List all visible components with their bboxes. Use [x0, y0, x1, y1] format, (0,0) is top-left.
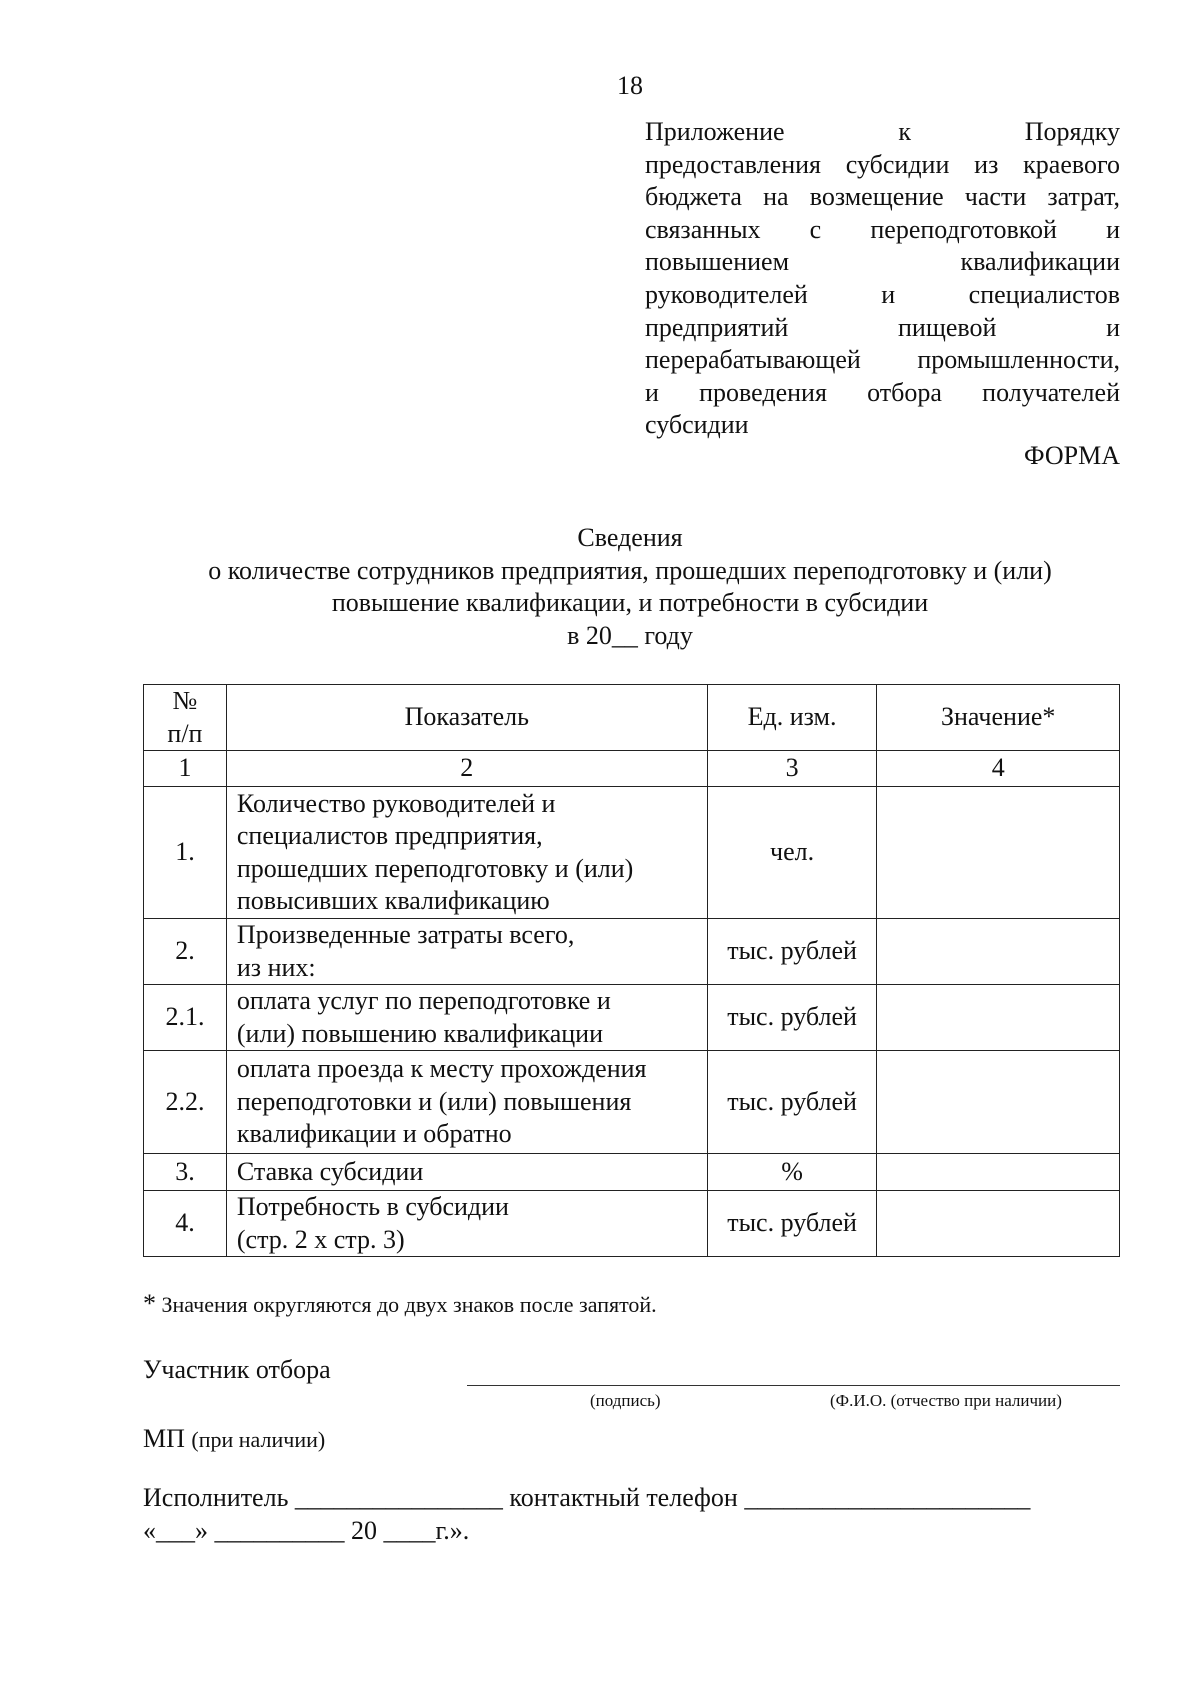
title-line: повышение квалификации, и потребности в субсидии: [331, 588, 929, 617]
column-number: 4: [877, 751, 1120, 787]
appendix-line: и проведения отбора получателей: [645, 377, 1120, 407]
indicator-line: квалификации и обратно: [236, 1119, 512, 1149]
row-num: 2.: [144, 919, 227, 985]
row-unit: тыс. рублей: [707, 1051, 877, 1154]
stamp-abbrev: МП: [143, 1424, 185, 1453]
row-value-cell[interactable]: [877, 985, 1120, 1051]
row-indicator: [226, 1051, 707, 1154]
row-unit: чел.: [707, 787, 877, 919]
header-unit: Ед. изм.: [707, 685, 877, 751]
row-num: 1.: [144, 787, 227, 919]
row-unit: тыс. рублей: [707, 1191, 877, 1257]
indicator-line: Потребность в субсидии: [236, 1192, 509, 1221]
appendix-line: предоставления субсидии из краевого: [645, 149, 1120, 179]
table-row: [144, 1051, 1120, 1154]
header-num-line2: п/п: [167, 718, 203, 748]
table-header-row: [144, 685, 1120, 751]
column-number-row: [144, 751, 1120, 787]
page-number: 18: [617, 71, 643, 100]
stamp-label: [143, 1423, 325, 1456]
table-row: [144, 985, 1120, 1051]
row-value-cell[interactable]: [877, 1191, 1120, 1257]
header-value: Значение*: [877, 685, 1120, 751]
indicator-line: оплата проезда к месту прохождения: [236, 1054, 647, 1084]
row-num: 3.: [144, 1154, 227, 1191]
appendix-line: субсидии: [645, 410, 749, 440]
row-value-cell[interactable]: [877, 1154, 1120, 1191]
indicator-line: Ставка субсидии: [236, 1156, 424, 1186]
indicator-line: (или) повышению квалификации: [236, 1018, 603, 1048]
row-indicator: [226, 919, 707, 985]
indicator-line: Количество руководителей и: [236, 788, 556, 818]
form-label: ФОРМА: [1024, 441, 1120, 470]
table-row: [144, 1191, 1120, 1257]
appendix-line: предприятий пищевой и: [645, 312, 1120, 342]
row-num: 4.: [144, 1191, 227, 1257]
indicator-line: Произведенные затраты всего,: [236, 920, 575, 949]
document-title: [100, 522, 1160, 652]
row-indicator: [226, 1154, 707, 1191]
indicator-line: переподготовки и (или) повышения: [236, 1086, 632, 1116]
row-indicator: [226, 985, 707, 1051]
indicator-line: прошедших переподготовку и (или): [236, 853, 634, 883]
appendix-header: [645, 116, 1120, 442]
header-indicator: Показатель: [226, 685, 707, 751]
row-value-cell[interactable]: [877, 787, 1120, 919]
row-indicator: [226, 787, 707, 919]
data-table: [143, 684, 1120, 1257]
indicator-line: из них:: [236, 952, 316, 982]
row-value-cell[interactable]: [877, 1051, 1120, 1154]
name-caption: (Ф.И.О. (отчество при наличии): [830, 1391, 1062, 1410]
header-num: [144, 685, 227, 751]
appendix-line: связанных с переподготовкой и: [645, 214, 1120, 244]
table-row: [144, 919, 1120, 985]
appendix-line: повышением квалификации: [645, 247, 1120, 277]
indicator-line: повысивших квалификацию: [236, 886, 550, 915]
title-line: о количестве сотрудников предприятия, прошедших переподготовку и (или): [208, 555, 1052, 585]
signature-line[interactable]: [467, 1385, 1120, 1386]
footnote-star: *: [143, 1289, 156, 1318]
table-row: [144, 787, 1120, 919]
row-value-cell[interactable]: [877, 919, 1120, 985]
column-number: 1: [144, 751, 227, 787]
appendix-line: бюджета на возмещение части затрат,: [645, 182, 1120, 212]
date-line[interactable]: «___» __________ 20 ____г.».: [143, 1516, 470, 1545]
row-unit: тыс. рублей: [707, 985, 877, 1051]
footnote: [143, 1290, 657, 1319]
appendix-line: руководителей и специалистов: [645, 279, 1120, 309]
indicator-line: оплата услуг по переподготовке и: [236, 986, 611, 1015]
row-unit: %: [707, 1154, 877, 1191]
row-unit: тыс. рублей: [707, 919, 877, 985]
column-number: 2: [226, 751, 707, 787]
appendix-line: Приложение к Порядку: [645, 117, 1120, 146]
row-indicator: [226, 1191, 707, 1257]
footnote-text: Значения округляются до двух знаков после запятой.: [161, 1292, 657, 1317]
column-number: 3: [707, 751, 877, 787]
stamp-note: (при наличии): [191, 1427, 326, 1452]
row-num: 2.1.: [144, 985, 227, 1051]
indicator-line: специалистов предприятия,: [236, 821, 543, 850]
header-num-line1: №: [172, 686, 198, 715]
participant-label: Участник отбора: [143, 1355, 331, 1384]
row-num: 2.2.: [144, 1051, 227, 1154]
title-line: Сведения: [577, 523, 683, 552]
indicator-line: (стр. 2 х стр. 3): [236, 1224, 405, 1254]
executor-line[interactable]: Исполнитель ________________ контактный телефон ______________________: [143, 1483, 1031, 1512]
signature-caption: (подпись): [590, 1391, 661, 1410]
table-row: [144, 1154, 1120, 1191]
title-line: в 20__ году: [567, 620, 693, 650]
appendix-line: перерабатывающей промышленности,: [645, 345, 1120, 375]
